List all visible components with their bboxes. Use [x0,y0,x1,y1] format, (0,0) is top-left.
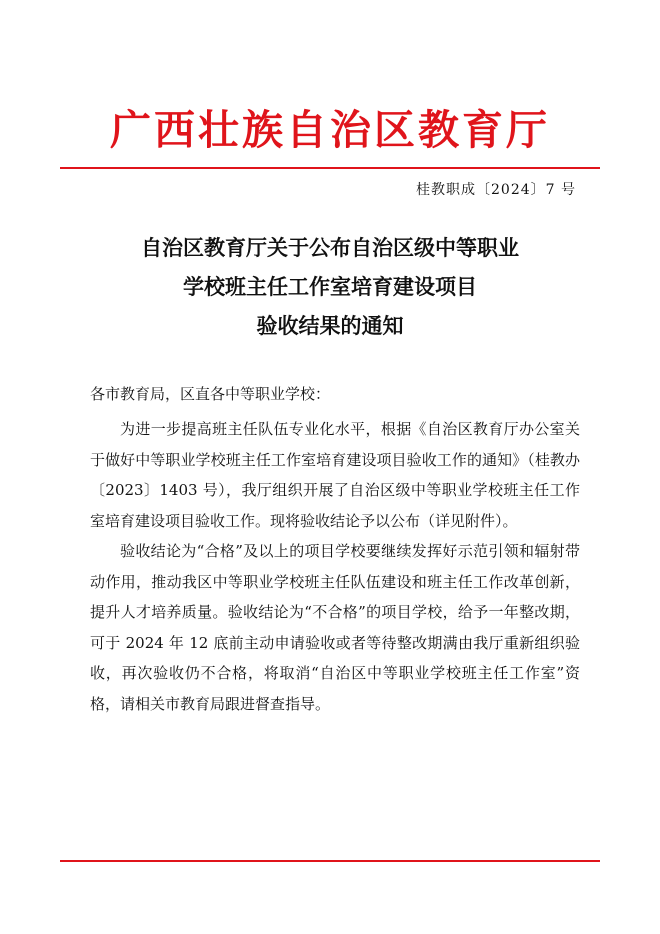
body-paragraph-1: 为进一步提高班主任队伍专业化水平，根据《自治区教育厅办公室关于做好中等职业学校班主任工作室培育建设项目验收工作的通知》（桂教办〔2023〕1403 号），我厅组织开展了自治区级中等职业学校班主任工作室培育建设项目验收工作。现将验收结论予以公布（详见附件）。 [90,420,580,530]
issuer-masthead: 广西壮族自治区教育厅 [110,106,550,154]
title-line-1: 自治区教育厅关于公布自治区级中等职业 [141,236,519,260]
red-divider-top [60,167,600,169]
title-line-2: 学校班主任工作室培育建设项目 [183,275,477,299]
document-body [90,414,580,719]
document-title [60,229,600,346]
red-divider-bottom [60,860,600,862]
title-line-3: 验收结果的通知 [256,314,404,338]
addressee-line: 各市教育局，区直各中等职业学校： [90,385,331,403]
body-paragraph-2: 验收结论为“合格”及以上的项目学校要继续发挥好示范引领和辐射带动作用，推动我区中等职业学校班主任队伍建设和班主任工作改革创新，提升人才培养质量。验收结论为“不合格”的项目学校，给予一年整改期，可于 2024 年 12 底前主动申请验收或者等待整改期满由我厅重新组织验收，再次验收仍不合格，将取消“自治区中等职业学校班主任工作室”资格，请相关市教育局跟进督查指导。 [90,542,580,713]
document-number: 桂教职成〔2024〕7 号 [416,182,576,198]
